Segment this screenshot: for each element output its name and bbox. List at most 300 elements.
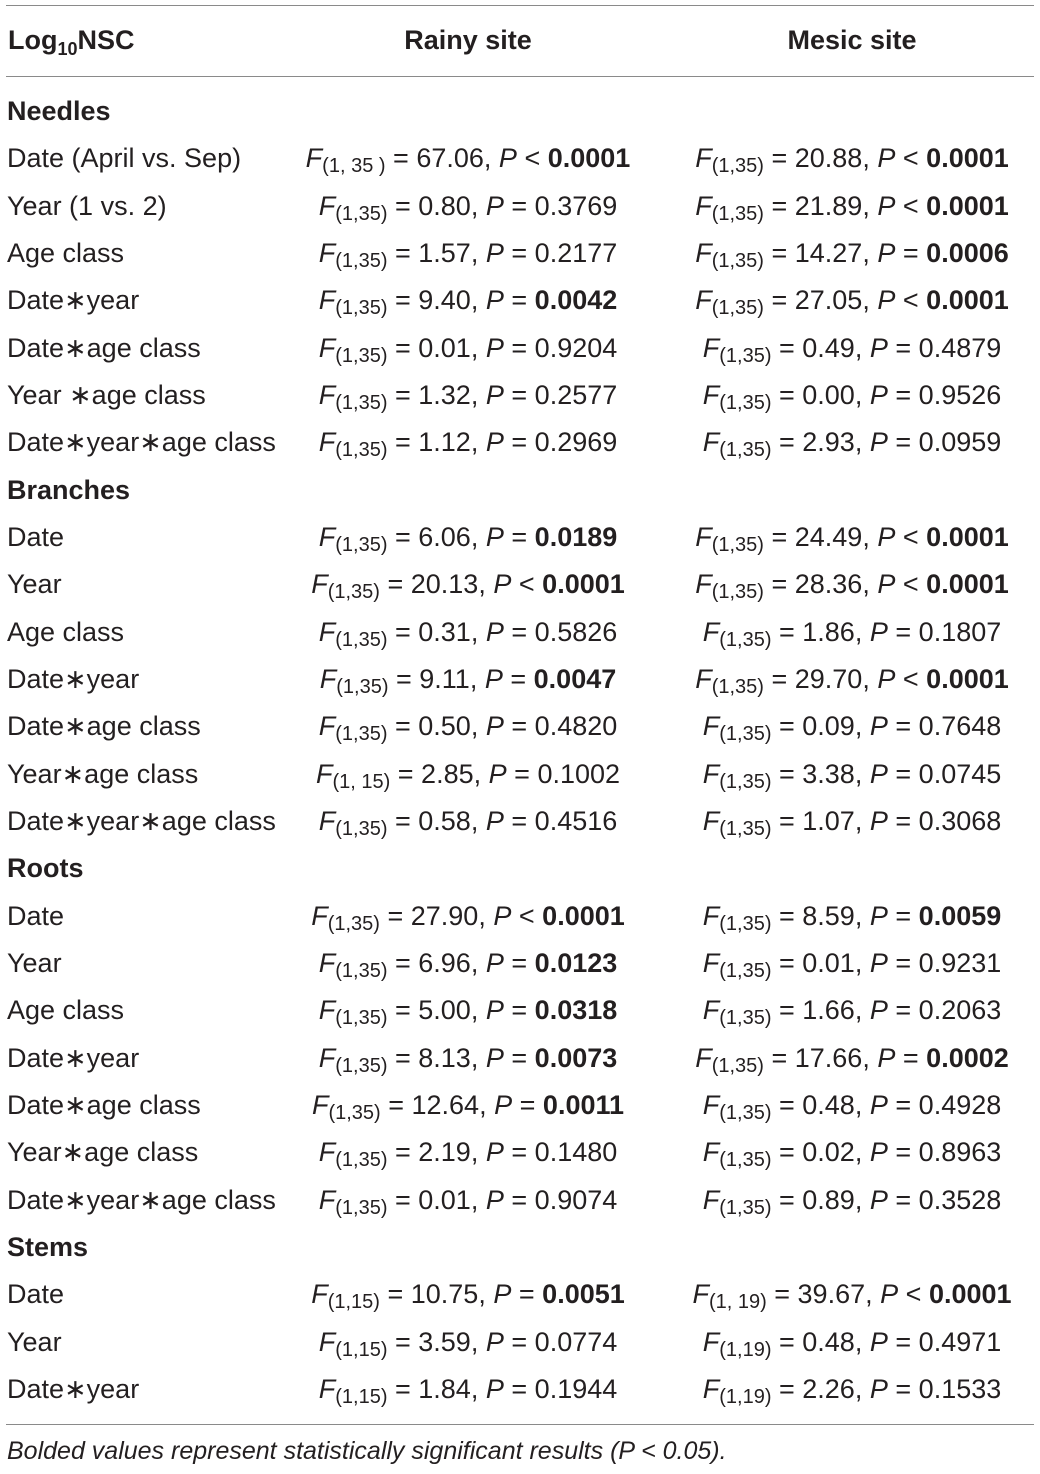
mesic-site-stat: $F_{(1,35)} = 0.49$, P = 0.4879 bbox=[702, 332, 1002, 367]
table-top-rule bbox=[6, 5, 1034, 6]
degrees-of-freedom: (1,35) bbox=[719, 912, 772, 935]
degrees-of-freedom: (1,35) bbox=[719, 770, 772, 793]
f-symbol: F bbox=[695, 237, 712, 268]
f-symbol: F bbox=[318, 379, 336, 410]
row-label: Date∗year bbox=[7, 285, 140, 316]
p-value: 0.4971 bbox=[918, 1326, 1002, 1357]
table-row bbox=[0, 798, 1040, 845]
p-operator: < bbox=[518, 569, 535, 600]
p-operator: = bbox=[511, 947, 528, 978]
p-symbol: P bbox=[493, 569, 512, 600]
f-symbol: F bbox=[702, 427, 720, 458]
p-operator: < bbox=[902, 285, 919, 316]
p-symbol: P bbox=[485, 427, 504, 458]
degrees-of-freedom: (1,35) bbox=[335, 959, 388, 982]
p-symbol: P bbox=[485, 1184, 504, 1215]
degrees-of-freedom: (1, 15) bbox=[332, 770, 391, 793]
row-label: Date∗year∗age class bbox=[7, 805, 276, 836]
degrees-of-freedom: (1,35) bbox=[711, 202, 764, 225]
p-value: 0.0774 bbox=[534, 1326, 618, 1357]
header-mesic-site: Mesic site bbox=[787, 25, 917, 55]
table-row bbox=[0, 609, 1040, 656]
p-operator: = bbox=[511, 237, 528, 268]
p-value: 0.0001 bbox=[542, 569, 625, 600]
p-symbol: P bbox=[869, 332, 888, 363]
p-symbol: P bbox=[488, 758, 507, 789]
p-value: 0.0123 bbox=[534, 947, 618, 978]
p-operator: < bbox=[902, 569, 919, 600]
p-symbol: P bbox=[484, 663, 503, 694]
p-value: 0.0001 bbox=[926, 521, 1009, 552]
p-symbol: P bbox=[485, 379, 504, 410]
f-symbol: F bbox=[318, 521, 336, 552]
p-operator: = bbox=[518, 1279, 535, 1310]
p-symbol: P bbox=[869, 947, 888, 978]
p-symbol: P bbox=[869, 379, 888, 410]
p-operator: < bbox=[905, 1279, 922, 1310]
f-symbol: F bbox=[318, 427, 336, 458]
p-value: 0.1944 bbox=[534, 1373, 618, 1404]
p-operator: = bbox=[511, 1184, 528, 1215]
p-operator: = bbox=[902, 237, 919, 268]
table-row bbox=[0, 1177, 1040, 1224]
p-value: 0.0001 bbox=[928, 1279, 1012, 1310]
p-value: 0.9074 bbox=[534, 1184, 618, 1215]
p-symbol: P bbox=[880, 1279, 899, 1310]
p-value: 0.0042 bbox=[534, 285, 618, 316]
section-header-row bbox=[0, 845, 1040, 892]
rainy-site-stat: $F_{(1,35)} = 20.13$, P < 0.0001 bbox=[311, 569, 625, 604]
degrees-of-freedom: (1,35) bbox=[719, 391, 772, 414]
p-operator: = bbox=[511, 805, 528, 836]
p-symbol: P bbox=[869, 805, 888, 836]
f-value: 1.86 bbox=[802, 616, 855, 647]
p-value: 0.9204 bbox=[534, 332, 618, 363]
section-title: Stems bbox=[7, 1231, 89, 1262]
f-symbol: F bbox=[695, 569, 712, 600]
p-symbol: P bbox=[869, 995, 888, 1026]
f-value: 2.93 bbox=[802, 427, 855, 458]
p-symbol: P bbox=[877, 285, 896, 316]
p-symbol: P bbox=[485, 616, 504, 647]
degrees-of-freedom: (1,35) bbox=[711, 249, 764, 272]
p-operator: = bbox=[902, 1042, 919, 1073]
f-symbol: F bbox=[702, 379, 720, 410]
f-value: 3.38 bbox=[802, 758, 855, 789]
p-symbol: P bbox=[869, 1089, 888, 1120]
row-label: Year ∗age class bbox=[7, 379, 206, 410]
degrees-of-freedom: (1,35) bbox=[335, 628, 388, 651]
p-operator: = bbox=[511, 1137, 528, 1168]
row-label: Age class bbox=[7, 237, 125, 268]
p-symbol: P bbox=[485, 995, 504, 1026]
rainy-site-stat: $F_{(1,35)} = 12.64$, P = 0.0011 bbox=[311, 1089, 625, 1124]
mesic-site-stat: $F_{(1,35)} = 1.66$, P = 0.2063 bbox=[702, 995, 1002, 1030]
f-value: 0.58 bbox=[418, 805, 471, 836]
rainy-site-stat: $F_{(1,15)} = 3.59$, P = 0.0774 bbox=[318, 1326, 618, 1361]
p-symbol: P bbox=[485, 521, 504, 552]
p-symbol: P bbox=[485, 711, 504, 742]
rainy-site-stat: $F_{(1,35)} = 0.01$, P = 0.9204 bbox=[318, 332, 618, 367]
p-symbol: P bbox=[869, 900, 888, 931]
degrees-of-freedom: (1,35) bbox=[335, 344, 388, 367]
f-value: 39.67 bbox=[797, 1279, 866, 1310]
f-symbol: F bbox=[319, 663, 337, 694]
p-value: 0.0189 bbox=[534, 521, 618, 552]
degrees-of-freedom: (1, 35 ) bbox=[322, 155, 386, 178]
f-value: 6.96 bbox=[418, 947, 471, 978]
f-value: 1.84 bbox=[418, 1373, 471, 1404]
p-value: 0.4879 bbox=[918, 332, 1002, 363]
row-label: Date∗year bbox=[7, 663, 140, 694]
degrees-of-freedom: (1,35) bbox=[719, 1007, 772, 1030]
p-operator: = bbox=[895, 805, 912, 836]
f-value: 2.85 bbox=[421, 758, 474, 789]
p-symbol: P bbox=[493, 1279, 512, 1310]
table-row bbox=[0, 1035, 1040, 1082]
mesic-site-stat: $F_{(1,19)} = 2.26$, P = 0.1533 bbox=[702, 1373, 1002, 1408]
degrees-of-freedom: (1,35) bbox=[719, 344, 772, 367]
table-row bbox=[0, 419, 1040, 466]
p-value: 0.0001 bbox=[926, 569, 1009, 600]
row-label: Date∗age class bbox=[7, 332, 201, 363]
degrees-of-freedom: (1,35) bbox=[719, 959, 772, 982]
row-label: Date∗year∗age class bbox=[7, 427, 276, 458]
degrees-of-freedom: (1,15) bbox=[335, 1385, 388, 1408]
p-value: 0.0001 bbox=[547, 143, 631, 174]
p-value: 0.2577 bbox=[534, 379, 618, 410]
f-value: 17.66 bbox=[794, 1042, 863, 1073]
f-symbol: F bbox=[318, 1373, 336, 1404]
p-value: 0.9526 bbox=[918, 379, 1002, 410]
degrees-of-freedom: (1,35) bbox=[335, 249, 388, 272]
p-value: 0.0001 bbox=[926, 143, 1009, 174]
f-value: 12.64 bbox=[411, 1089, 480, 1120]
f-symbol: F bbox=[311, 1089, 329, 1120]
f-symbol: F bbox=[318, 1137, 336, 1168]
p-value: 0.1002 bbox=[537, 758, 621, 789]
section-header-row bbox=[0, 88, 1040, 135]
f-symbol: F bbox=[318, 1326, 336, 1357]
f-symbol: F bbox=[695, 285, 712, 316]
mesic-site-stat: $F_{(1,35)} = 1.86$, P = 0.1807 bbox=[702, 616, 1002, 651]
f-value: 1.07 bbox=[802, 805, 855, 836]
row-label: Date bbox=[7, 900, 65, 931]
table-row bbox=[0, 940, 1040, 987]
f-symbol: F bbox=[318, 947, 336, 978]
rainy-site-stat: $F_{(1,35)} = 0.50$, P = 0.4820 bbox=[318, 711, 618, 746]
f-value: 9.11 bbox=[419, 663, 470, 694]
rainy-site-stat: $F_{(1, 15)} = 2.85$, P = 0.1002 bbox=[315, 758, 621, 793]
f-symbol: F bbox=[702, 995, 720, 1026]
degrees-of-freedom: (1,35) bbox=[719, 628, 772, 651]
f-symbol: F bbox=[305, 143, 323, 174]
p-symbol: P bbox=[869, 1184, 888, 1215]
row-label: Date∗year bbox=[7, 1373, 140, 1404]
table-row bbox=[0, 987, 1040, 1034]
p-value: 0.2177 bbox=[534, 237, 618, 268]
table-row bbox=[0, 1082, 1040, 1129]
p-symbol: P bbox=[877, 190, 896, 221]
f-symbol: F bbox=[318, 237, 336, 268]
f-symbol: F bbox=[318, 805, 336, 836]
degrees-of-freedom: (1,35) bbox=[335, 1054, 388, 1077]
table-row bbox=[0, 135, 1040, 182]
f-value: 1.57 bbox=[418, 237, 471, 268]
degrees-of-freedom: (1,35) bbox=[335, 533, 388, 556]
header-log-nsc: Log$_{10}$NSC bbox=[8, 25, 135, 59]
row-label: Year bbox=[7, 1326, 62, 1357]
f-value: 0.09 bbox=[802, 711, 855, 742]
f-value: 10.75 bbox=[410, 1279, 479, 1310]
f-symbol: F bbox=[702, 1137, 720, 1168]
f-symbol: F bbox=[702, 900, 720, 931]
p-operator: = bbox=[895, 1373, 912, 1404]
p-symbol: P bbox=[877, 143, 896, 174]
f-symbol: F bbox=[318, 995, 336, 1026]
f-value: 28.36 bbox=[794, 569, 863, 600]
f-symbol: F bbox=[702, 1326, 720, 1357]
table-row bbox=[0, 703, 1040, 750]
mesic-site-stat: $F_{(1,35)} = 8.59$, P = 0.0059 bbox=[702, 900, 1002, 935]
row-label: Date (April vs. Sep) bbox=[7, 143, 242, 174]
degrees-of-freedom: (1,35) bbox=[719, 1149, 772, 1172]
p-symbol: P bbox=[869, 616, 888, 647]
p-value: 0.0051 bbox=[542, 1279, 625, 1310]
f-value: 0.50 bbox=[418, 711, 471, 742]
p-value: 0.0059 bbox=[918, 900, 1002, 931]
p-value: 0.0001 bbox=[926, 285, 1009, 316]
p-operator: = bbox=[895, 1326, 912, 1357]
f-symbol: F bbox=[702, 805, 720, 836]
p-symbol: P bbox=[485, 237, 504, 268]
table-row bbox=[0, 1271, 1040, 1318]
table-row bbox=[0, 372, 1040, 419]
f-value: 9.40 bbox=[418, 285, 471, 316]
p-operator: = bbox=[519, 1089, 536, 1120]
rainy-site-stat: $F_{(1,15)} = 10.75$, P = 0.0051 bbox=[311, 1279, 625, 1314]
f-symbol: F bbox=[318, 332, 336, 363]
table-row bbox=[0, 277, 1040, 324]
p-operator: = bbox=[514, 758, 530, 789]
table-row bbox=[0, 230, 1040, 277]
f-value: 6.06 bbox=[418, 521, 471, 552]
table-row bbox=[0, 751, 1040, 798]
section-header-row bbox=[0, 467, 1040, 514]
p-operator: = bbox=[895, 379, 912, 410]
p-value: 0.2063 bbox=[918, 995, 1002, 1026]
f-value: 8.13 bbox=[418, 1042, 471, 1073]
f-value: 0.49 bbox=[802, 332, 855, 363]
p-operator: = bbox=[511, 711, 528, 742]
p-symbol: P bbox=[877, 663, 896, 694]
f-symbol: F bbox=[702, 711, 720, 742]
rainy-site-stat: $F_{(1,35)} = 0.01$, P = 0.9074 bbox=[318, 1184, 618, 1219]
f-symbol: F bbox=[318, 616, 336, 647]
p-symbol: P bbox=[485, 805, 504, 836]
mesic-site-stat: $F_{(1, 19)} = 39.67$, P < 0.0001 bbox=[692, 1279, 1012, 1314]
f-value: 0.89 bbox=[802, 1184, 855, 1215]
p-value: 0.0006 bbox=[926, 237, 1009, 268]
degrees-of-freedom: (1,15) bbox=[335, 1338, 388, 1361]
p-operator: = bbox=[511, 285, 528, 316]
f-symbol: F bbox=[695, 663, 712, 694]
degrees-of-freedom: (1,35) bbox=[335, 202, 388, 225]
f-value: 14.27 bbox=[794, 237, 863, 268]
mesic-site-stat: $F_{(1,35)} = 0.48$, P = 0.4928 bbox=[702, 1089, 1002, 1124]
rainy-site-stat: $F_{(1,35)} = 6.96$, P = 0.0123 bbox=[318, 947, 618, 982]
degrees-of-freedom: (1,35) bbox=[719, 723, 772, 746]
mesic-site-stat: $F_{(1,35)} = 28.36$, P < 0.0001 bbox=[695, 569, 1009, 604]
p-value: 0.4820 bbox=[534, 711, 618, 742]
degrees-of-freedom: (1,35) bbox=[327, 912, 380, 935]
p-value: 0.0745 bbox=[918, 758, 1002, 789]
row-label: Year bbox=[7, 569, 62, 600]
table-row bbox=[0, 893, 1040, 940]
p-symbol: P bbox=[485, 947, 504, 978]
f-value: 5.00 bbox=[418, 995, 471, 1026]
p-operator: = bbox=[895, 1137, 912, 1168]
f-value: 1.12 bbox=[418, 427, 471, 458]
degrees-of-freedom: (1,35) bbox=[335, 1196, 388, 1219]
p-operator: = bbox=[895, 1089, 912, 1120]
p-symbol: P bbox=[869, 1137, 888, 1168]
row-label: Date∗age class bbox=[7, 711, 201, 742]
degrees-of-freedom: (1,35) bbox=[719, 1101, 772, 1124]
f-value: 0.00 bbox=[802, 379, 855, 410]
p-symbol: P bbox=[869, 711, 888, 742]
p-symbol: P bbox=[485, 1326, 504, 1357]
mesic-site-stat: $F_{(1,35)} = 0.09$, P = 0.7648 bbox=[702, 711, 1002, 746]
table-row bbox=[0, 1319, 1040, 1366]
p-operator: = bbox=[895, 900, 912, 931]
p-symbol: P bbox=[877, 1042, 896, 1073]
table-row bbox=[0, 183, 1040, 230]
p-value: 0.0001 bbox=[926, 190, 1009, 221]
p-value: 0.3068 bbox=[918, 805, 1002, 836]
p-operator: = bbox=[511, 616, 528, 647]
f-value: 0.01 bbox=[418, 1184, 471, 1215]
degrees-of-freedom: (1,35) bbox=[719, 1196, 772, 1219]
p-value: 0.0001 bbox=[926, 663, 1009, 694]
f-symbol: F bbox=[695, 521, 712, 552]
p-operator: = bbox=[895, 1184, 912, 1215]
mesic-site-stat: $F_{(1,35)} = 17.66$, P = 0.0002 bbox=[695, 1042, 1009, 1077]
f-value: 1.66 bbox=[802, 995, 855, 1026]
f-symbol: F bbox=[702, 947, 720, 978]
p-symbol: P bbox=[493, 900, 512, 931]
f-symbol: F bbox=[311, 900, 328, 931]
f-symbol: F bbox=[702, 332, 720, 363]
f-symbol: F bbox=[318, 1042, 336, 1073]
mesic-site-stat: $F_{(1,19)} = 0.48$, P = 0.4971 bbox=[702, 1326, 1002, 1361]
f-symbol: F bbox=[695, 190, 712, 221]
mesic-site-stat: $F_{(1,35)} = 0.02$, P = 0.8963 bbox=[702, 1137, 1002, 1172]
rainy-site-stat: $F_{(1,35)} = 2.19$, P = 0.1480 bbox=[318, 1137, 618, 1172]
f-value: 29.70 bbox=[794, 663, 863, 694]
degrees-of-freedom: (1,35) bbox=[719, 817, 772, 840]
table-row bbox=[0, 656, 1040, 703]
f-value: 0.31 bbox=[418, 616, 471, 647]
table-row bbox=[0, 514, 1040, 561]
p-operator: = bbox=[895, 995, 912, 1026]
p-value: 0.9231 bbox=[918, 947, 1002, 978]
p-operator: < bbox=[902, 190, 919, 221]
p-operator: = bbox=[895, 427, 912, 458]
row-label: Date bbox=[7, 521, 65, 552]
p-symbol: P bbox=[498, 143, 517, 174]
p-operator: = bbox=[510, 663, 527, 694]
table-bottom-rule bbox=[6, 1424, 1034, 1425]
degrees-of-freedom: (1, 19) bbox=[708, 1291, 767, 1314]
p-operator: = bbox=[895, 616, 912, 647]
p-symbol: P bbox=[869, 758, 888, 789]
f-value: 0.48 bbox=[802, 1089, 855, 1120]
p-symbol: P bbox=[869, 1373, 888, 1404]
row-label: Date∗year∗age class bbox=[7, 1184, 276, 1215]
section-title: Needles bbox=[7, 96, 111, 126]
p-value: 0.1807 bbox=[918, 616, 1002, 647]
degrees-of-freedom: (1,35) bbox=[335, 817, 388, 840]
table-row bbox=[0, 561, 1040, 608]
f-symbol: F bbox=[318, 711, 336, 742]
mesic-site-stat: $F_{(1,35)} = 2.93$, P = 0.0959 bbox=[702, 427, 1002, 462]
table-row bbox=[0, 325, 1040, 372]
f-value: 2.26 bbox=[802, 1373, 855, 1404]
f-value: 24.49 bbox=[794, 521, 863, 552]
table-row bbox=[0, 1129, 1040, 1176]
f-value: 2.19 bbox=[418, 1137, 471, 1168]
p-operator: < bbox=[524, 143, 541, 174]
p-symbol: P bbox=[877, 521, 896, 552]
f-symbol: F bbox=[695, 1042, 712, 1073]
p-symbol: P bbox=[485, 285, 504, 316]
row-label: Year∗age class bbox=[7, 1137, 199, 1168]
p-value: 0.5826 bbox=[534, 616, 618, 647]
f-symbol: F bbox=[702, 1373, 720, 1404]
degrees-of-freedom: (1,19) bbox=[719, 1385, 772, 1408]
f-symbol: F bbox=[318, 285, 336, 316]
rainy-site-stat: $F_{(1,35)} = 1.32$, P = 0.2577 bbox=[318, 379, 618, 414]
degrees-of-freedom: (1,35) bbox=[335, 297, 388, 320]
f-value: 67.06 bbox=[416, 143, 484, 174]
row-label: Age class bbox=[7, 995, 125, 1026]
p-value: 0.3528 bbox=[918, 1184, 1002, 1215]
degrees-of-freedom: (1,35) bbox=[711, 1054, 764, 1077]
p-operator: = bbox=[895, 711, 912, 742]
f-value: 20.88 bbox=[794, 143, 863, 174]
p-value: 0.0002 bbox=[926, 1042, 1009, 1073]
f-value: 20.13 bbox=[410, 569, 479, 600]
p-operator: = bbox=[511, 1042, 528, 1073]
table-footnote: Bolded values represent statistically significant results (P < 0.05). bbox=[7, 1437, 727, 1465]
f-symbol: F bbox=[692, 1279, 709, 1310]
row-label: Age class bbox=[7, 616, 125, 647]
p-operator: = bbox=[511, 427, 528, 458]
p-symbol: P bbox=[485, 1373, 504, 1404]
f-symbol: F bbox=[315, 758, 333, 789]
mesic-site-stat: $F_{(1,35)} = 21.89$, P < 0.0001 bbox=[695, 190, 1009, 225]
degrees-of-freedom: (1,35) bbox=[335, 723, 388, 746]
row-label: Date bbox=[7, 1279, 65, 1310]
degrees-of-freedom: (1,35) bbox=[335, 1149, 388, 1172]
p-symbol: P bbox=[494, 1089, 513, 1120]
rainy-site-stat: $F_{(1,35)} = 1.57$, P = 0.2177 bbox=[318, 237, 618, 272]
p-operator: = bbox=[895, 947, 912, 978]
f-symbol: F bbox=[702, 1089, 720, 1120]
f-symbol: F bbox=[318, 1184, 336, 1215]
f-symbol: F bbox=[318, 190, 336, 221]
